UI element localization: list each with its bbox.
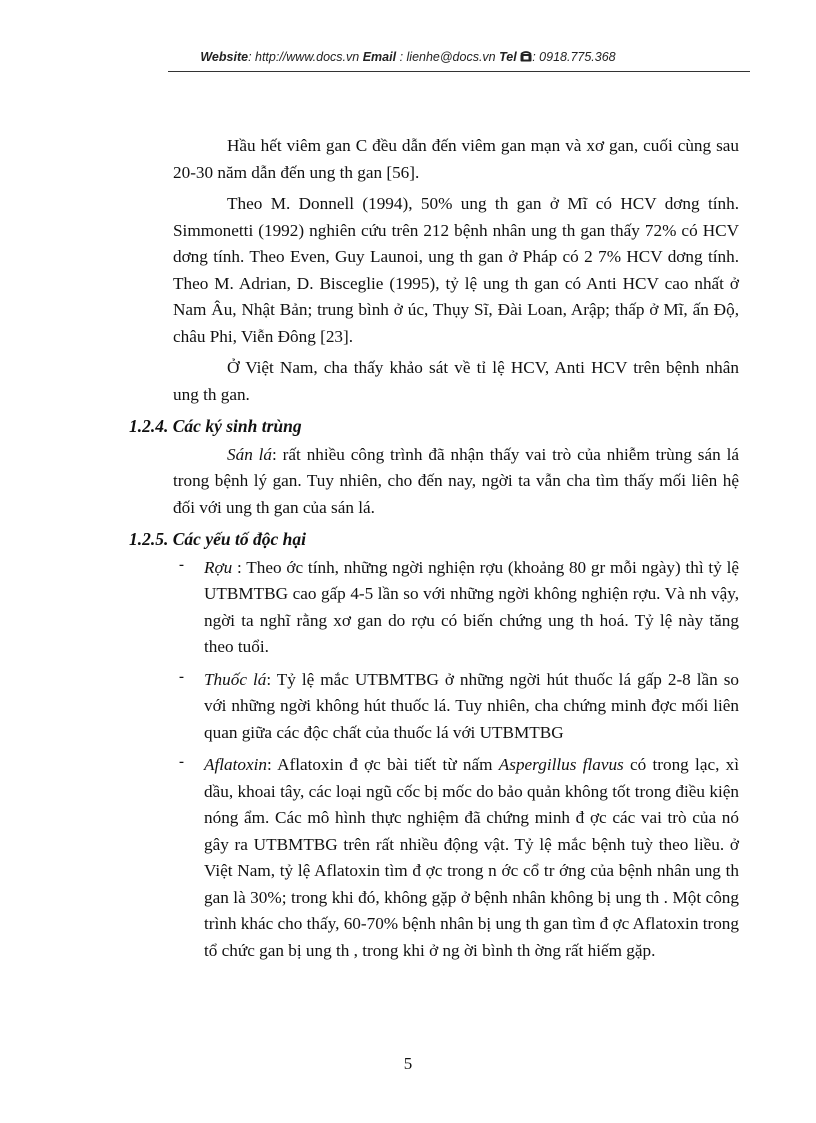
paragraph-hcv-cirrhosis: Hầu hết viêm gan C đều dẫn đến viêm gan mạn và xơ gan, cuối cùng sau 20-30 năm dẫn đến ung th gan [56].	[173, 136, 739, 182]
tobacco-text: : Tỷ lệ mắc UTBMTBG ở những ngời hút thuốc lá gấp 2-8 lần so với những ngời không hút thuốc lá. Tuy nhiên, cha chứng minh đợc mối liên quan giữa các độc chất của thuốc lá với UTBMTBG	[204, 669, 740, 742]
alcohol-text: : Theo ớc tính, những ngời nghiện rợu (khoảng 80 gr mỗi ngày) thì tỷ lệ UTBMTBG cao gấp 4-5 lần so với những ngời không nghiện rợu. Và nh vậy, ngời ta nghĩ rằng xơ gan do rợu có biến chứng ung th hoá. Tỷ lệ này tăng theo tuổi.	[204, 557, 739, 656]
section-heading-1-2-4: 1.2.4. Các ký sinh trùng	[129, 416, 302, 436]
parasite-text: : rất nhiều công trình đã nhận thấy vai trò của nhiễm trùng sán lá trong bệnh lý gan. Tuy nhiên, cho đến nay, ngời ta vẫn cha tìm thấy mối liên hệ đối với ung th gan của sán lá.	[173, 444, 739, 517]
paragraph-vietnam-hcv: Ở Việt Nam, cha thấy khảo sát về tỉ lệ HCV, Anti HCV trên bệnh nhân ung th gan.	[173, 358, 739, 404]
email-value: : lienhe@docs.vn	[399, 50, 496, 64]
bullet-marker: -	[179, 754, 184, 770]
header-divider	[168, 71, 750, 72]
bullet-marker: -	[179, 668, 184, 685]
aflatoxin-text-before: : Aflatoxin đ ợc bài tiết từ nấm	[267, 755, 499, 774]
paragraph-parasites	[173, 442, 739, 522]
email-label: Email	[362, 50, 397, 64]
page-header	[0, 50, 816, 65]
aflatoxin-lead: Aflatoxin	[204, 755, 268, 774]
paragraph-hcv-statistics: Theo M. Donnell (1994), 50% ung th gan ở Mĩ có HCV dơng tính. Simmonetti (1992) nghiên cứu trên 212 bệnh nhân ung th gan thấy 72% có HCV dơng tính. Theo Even, Guy Launoi, ung th gan ở Pháp có 2 7% HCV dơng tính. Theo M. Adrian, D. Bisceglie (1995), tỷ lệ ung th gan có Anti HCV cao nhất ở Nam Âu, Nhật Bản; trung bình ở úc, Thụy Sĩ, Đài Loan, Arập; thấp ở Mĩ, ấn Độ, châu Phi, Viễn Đông [23].	[173, 194, 739, 346]
list-item-alcohol	[173, 555, 739, 661]
tobacco-lead: Thuốc lá	[204, 669, 267, 689]
aflatoxin-species: Aspergillus flavus	[498, 755, 624, 774]
phone-icon	[520, 51, 532, 65]
tel-value: : 0918.775.368	[532, 50, 616, 64]
website-label: Website	[200, 50, 249, 64]
tel-label: Tel	[499, 50, 517, 64]
list-item-aflatoxin	[173, 752, 739, 964]
alcohol-lead: Rợu	[204, 557, 233, 577]
website-value: : http://www.docs.vn	[248, 50, 360, 64]
section-heading-1-2-5: 1.2.5. Các yếu tố độc hại	[129, 529, 306, 549]
document-body	[129, 133, 740, 970]
bullet-marker: -	[179, 556, 184, 573]
aflatoxin-text-after: có trong lạc, xì dầu, khoai tây, các loại ngũ cốc bị mốc do bảo quản không tốt trong điều kiện nóng ẩm. Các mô hình thực nghiệm đã chứng minh đ ợc các vai trò của nó gây ra UTBMTBG trên rất nhiều động vật. Tỷ lệ mắc bệnh tuỳ theo liều. ở Việt Nam, tỷ lệ Aflatoxin tìm đ ợc trong n ớc cổ tr ớng của bệnh nhân ung th gan là 30%; trong khi đó, không gặp ở bệnh nhân không bị ung th . Một công trình khác cho thấy, 60-70% bệnh nhân bị ung th gan tìm đ ợc Aflatoxin trong tổ chức gan bị ung th , trong khi ở ng ời bình th ờng rất hiếm gặp.	[204, 755, 739, 960]
list-item-tobacco	[173, 667, 739, 747]
parasite-lead: Sán lá	[227, 444, 273, 464]
page-number: 5	[403, 1054, 413, 1073]
